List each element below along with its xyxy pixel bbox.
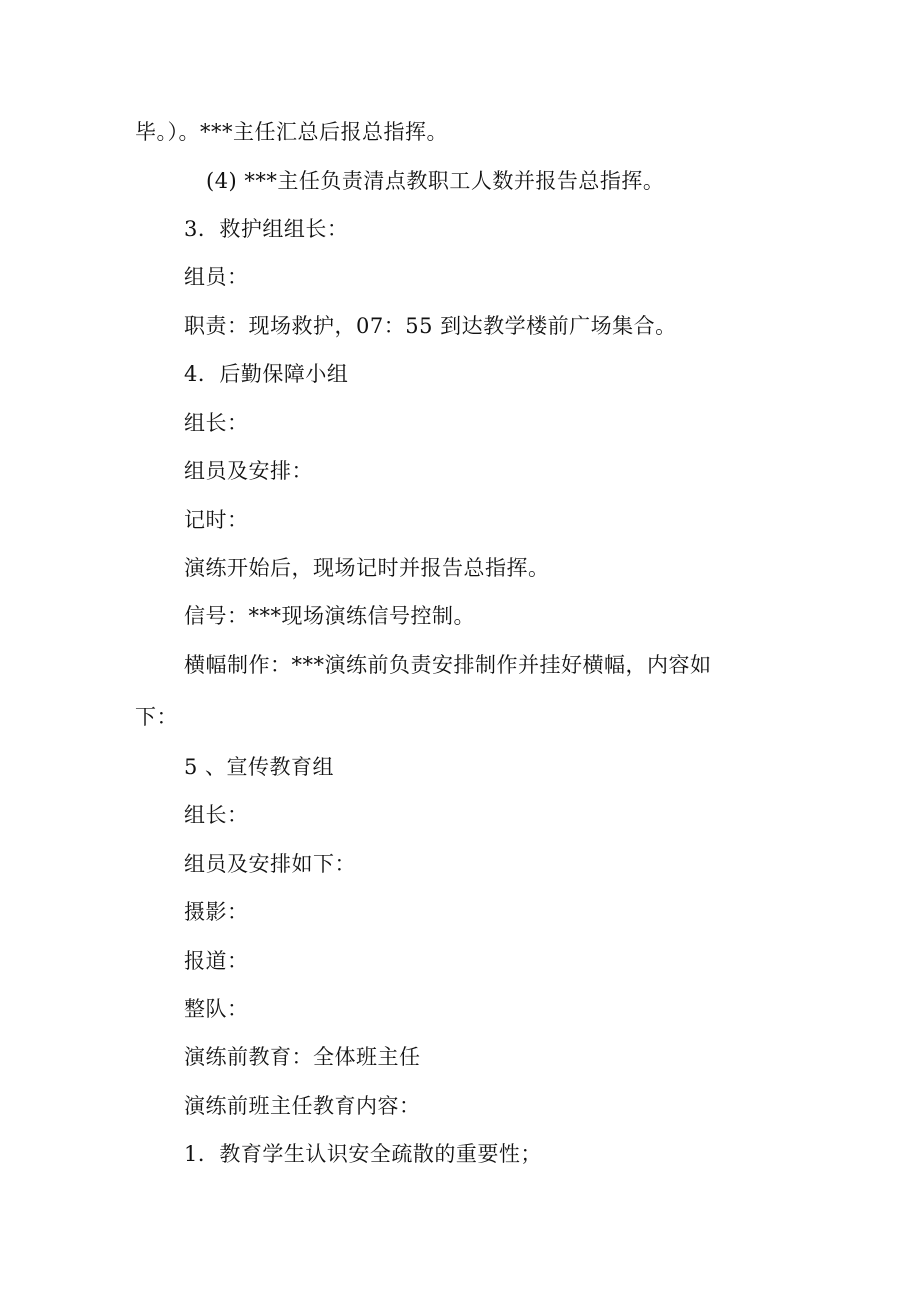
paragraph-line: 横幅制作：***演练前负责安排制作并挂好横幅，内容如	[184, 653, 712, 677]
paragraph-line: 组长：	[184, 411, 249, 435]
paragraph-line: 整队：	[184, 997, 249, 1021]
paragraph-line: 演练前班主任教育内容：	[184, 1094, 421, 1118]
list-item: 1．教育学生认识安全疏散的重要性；	[184, 1142, 542, 1166]
paragraph-line: 报道：	[184, 949, 249, 973]
paragraph-line: 职责：现场救护，07：55 到达教学楼前广场集合。	[184, 314, 677, 338]
paragraph-line: 信号：***现场演练信号控制。	[184, 604, 475, 628]
paragraph-line: 摄影：	[184, 900, 249, 924]
section-heading: 5 、宣传教育组	[184, 755, 335, 779]
paragraph-line: 演练前教育：全体班主任	[184, 1045, 421, 1069]
paragraph-line: 下：	[135, 705, 178, 729]
paragraph-line: 组长：	[184, 803, 249, 827]
paragraph-line: 毕。）。***主任汇总后报总指挥。	[135, 120, 448, 144]
section-heading: 3．救护组组长：	[184, 217, 349, 241]
paragraph-line: 演练开始后，现场记时并报告总指挥。	[184, 556, 550, 580]
section-heading: 4．后勤保障小组	[184, 362, 349, 386]
paragraph-line: 记时：	[184, 508, 249, 532]
paragraph-line: 组员及安排：	[184, 459, 313, 483]
paragraph-line: 组员：	[184, 265, 249, 289]
paragraph-line: (4) ***主任负责清点教职工人数并报告总指挥。	[206, 169, 665, 193]
paragraph-line: 组员及安排如下：	[184, 852, 356, 876]
